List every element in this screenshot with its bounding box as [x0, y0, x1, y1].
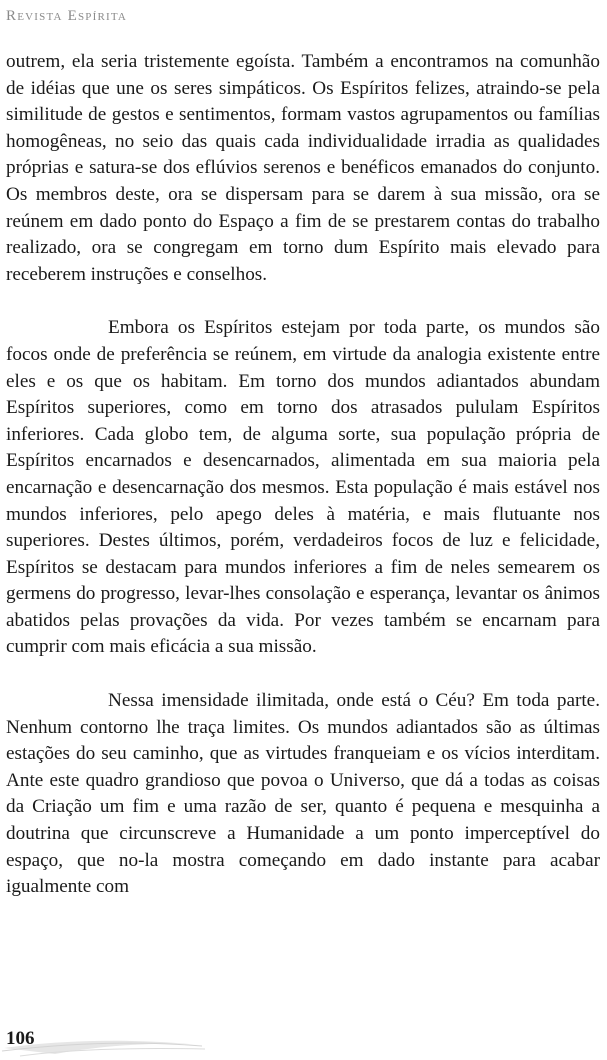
page-number: 106 [6, 1028, 35, 1049]
paragraph: Embora os Espíritos estejam por toda parte, os mundos são focos onde de preferência se reúnem, em virtude da analogia existente entre eles e os que os habitam. Em torno dos mundos adiantados abundam Espíritos superiores, como em torno dos atrasados pululam Espíritos inferiores. Cada globo tem, de alguma sorte, sua população própria de Espíritos encarnados e desencarnados, alimentada em sua maioria pela encarnação e desencarnação dos mesmos. Esta população é mais estável nos mundos inferiores, pelo apego deles à matéria, e mais flutuante nos superiores. Destes últimos, porém, verdadeiros focos de luz e felicidade, Espíritos se destacam para mundos inferiores a fim de neles semearem os germens do progresso, levar-lhes consolação e esperança, levantar os ânimos abatidos pelas provações da vida. Por vezes também se encarnam para cumprir com mais eficácia a sua missão. [6, 317, 600, 658]
footer-swoosh-ornament [0, 1018, 607, 1060]
paragraph: Nessa imensidade ilimitada, onde está o Céu? Em toda parte. Nenhum contorno lhe traça limites. Os mundos adiantados são as últimas estações do seu caminho, que as virtudes franqueiam e os vícios interditam. Ante este quadro grandioso que povoa o Universo, que dá a todas as coisas da Criação um fim e uma razão de ser, quanto é pequena e mesquinha a doutrina que circunscreve a Humanidade a um ponto imperceptível do espaço, que no-la mostra começando em dado instante para acabar igualmente com [6, 690, 600, 898]
page-footer [0, 1018, 607, 1060]
running-header: Revista Espírita [6, 8, 128, 24]
page-body [6, 49, 600, 901]
paragraph-continued: outrem, ela seria tristemente egoísta. Também a encontramos na comunhão de idéias que une os seres simpáticos. Os Espíritos felizes, atraindo-se pela similitude de gestos e sentimentos, formam vastos agrupamentos ou famílias homogêneas, no seio das quais cada individualidade irradia as qualidades próprias e satura-se dos eflúvios serenos e benéficos emanados do conjunto. Os membros deste, ora se dispersam para se darem à sua missão, ora se reúnem em dado ponto do Espaço a fim de se prestarem contas do trabalho realizado, ora se congregam em torno dum Espírito mais elevado para receberem instruções e conselhos. [6, 51, 600, 285]
